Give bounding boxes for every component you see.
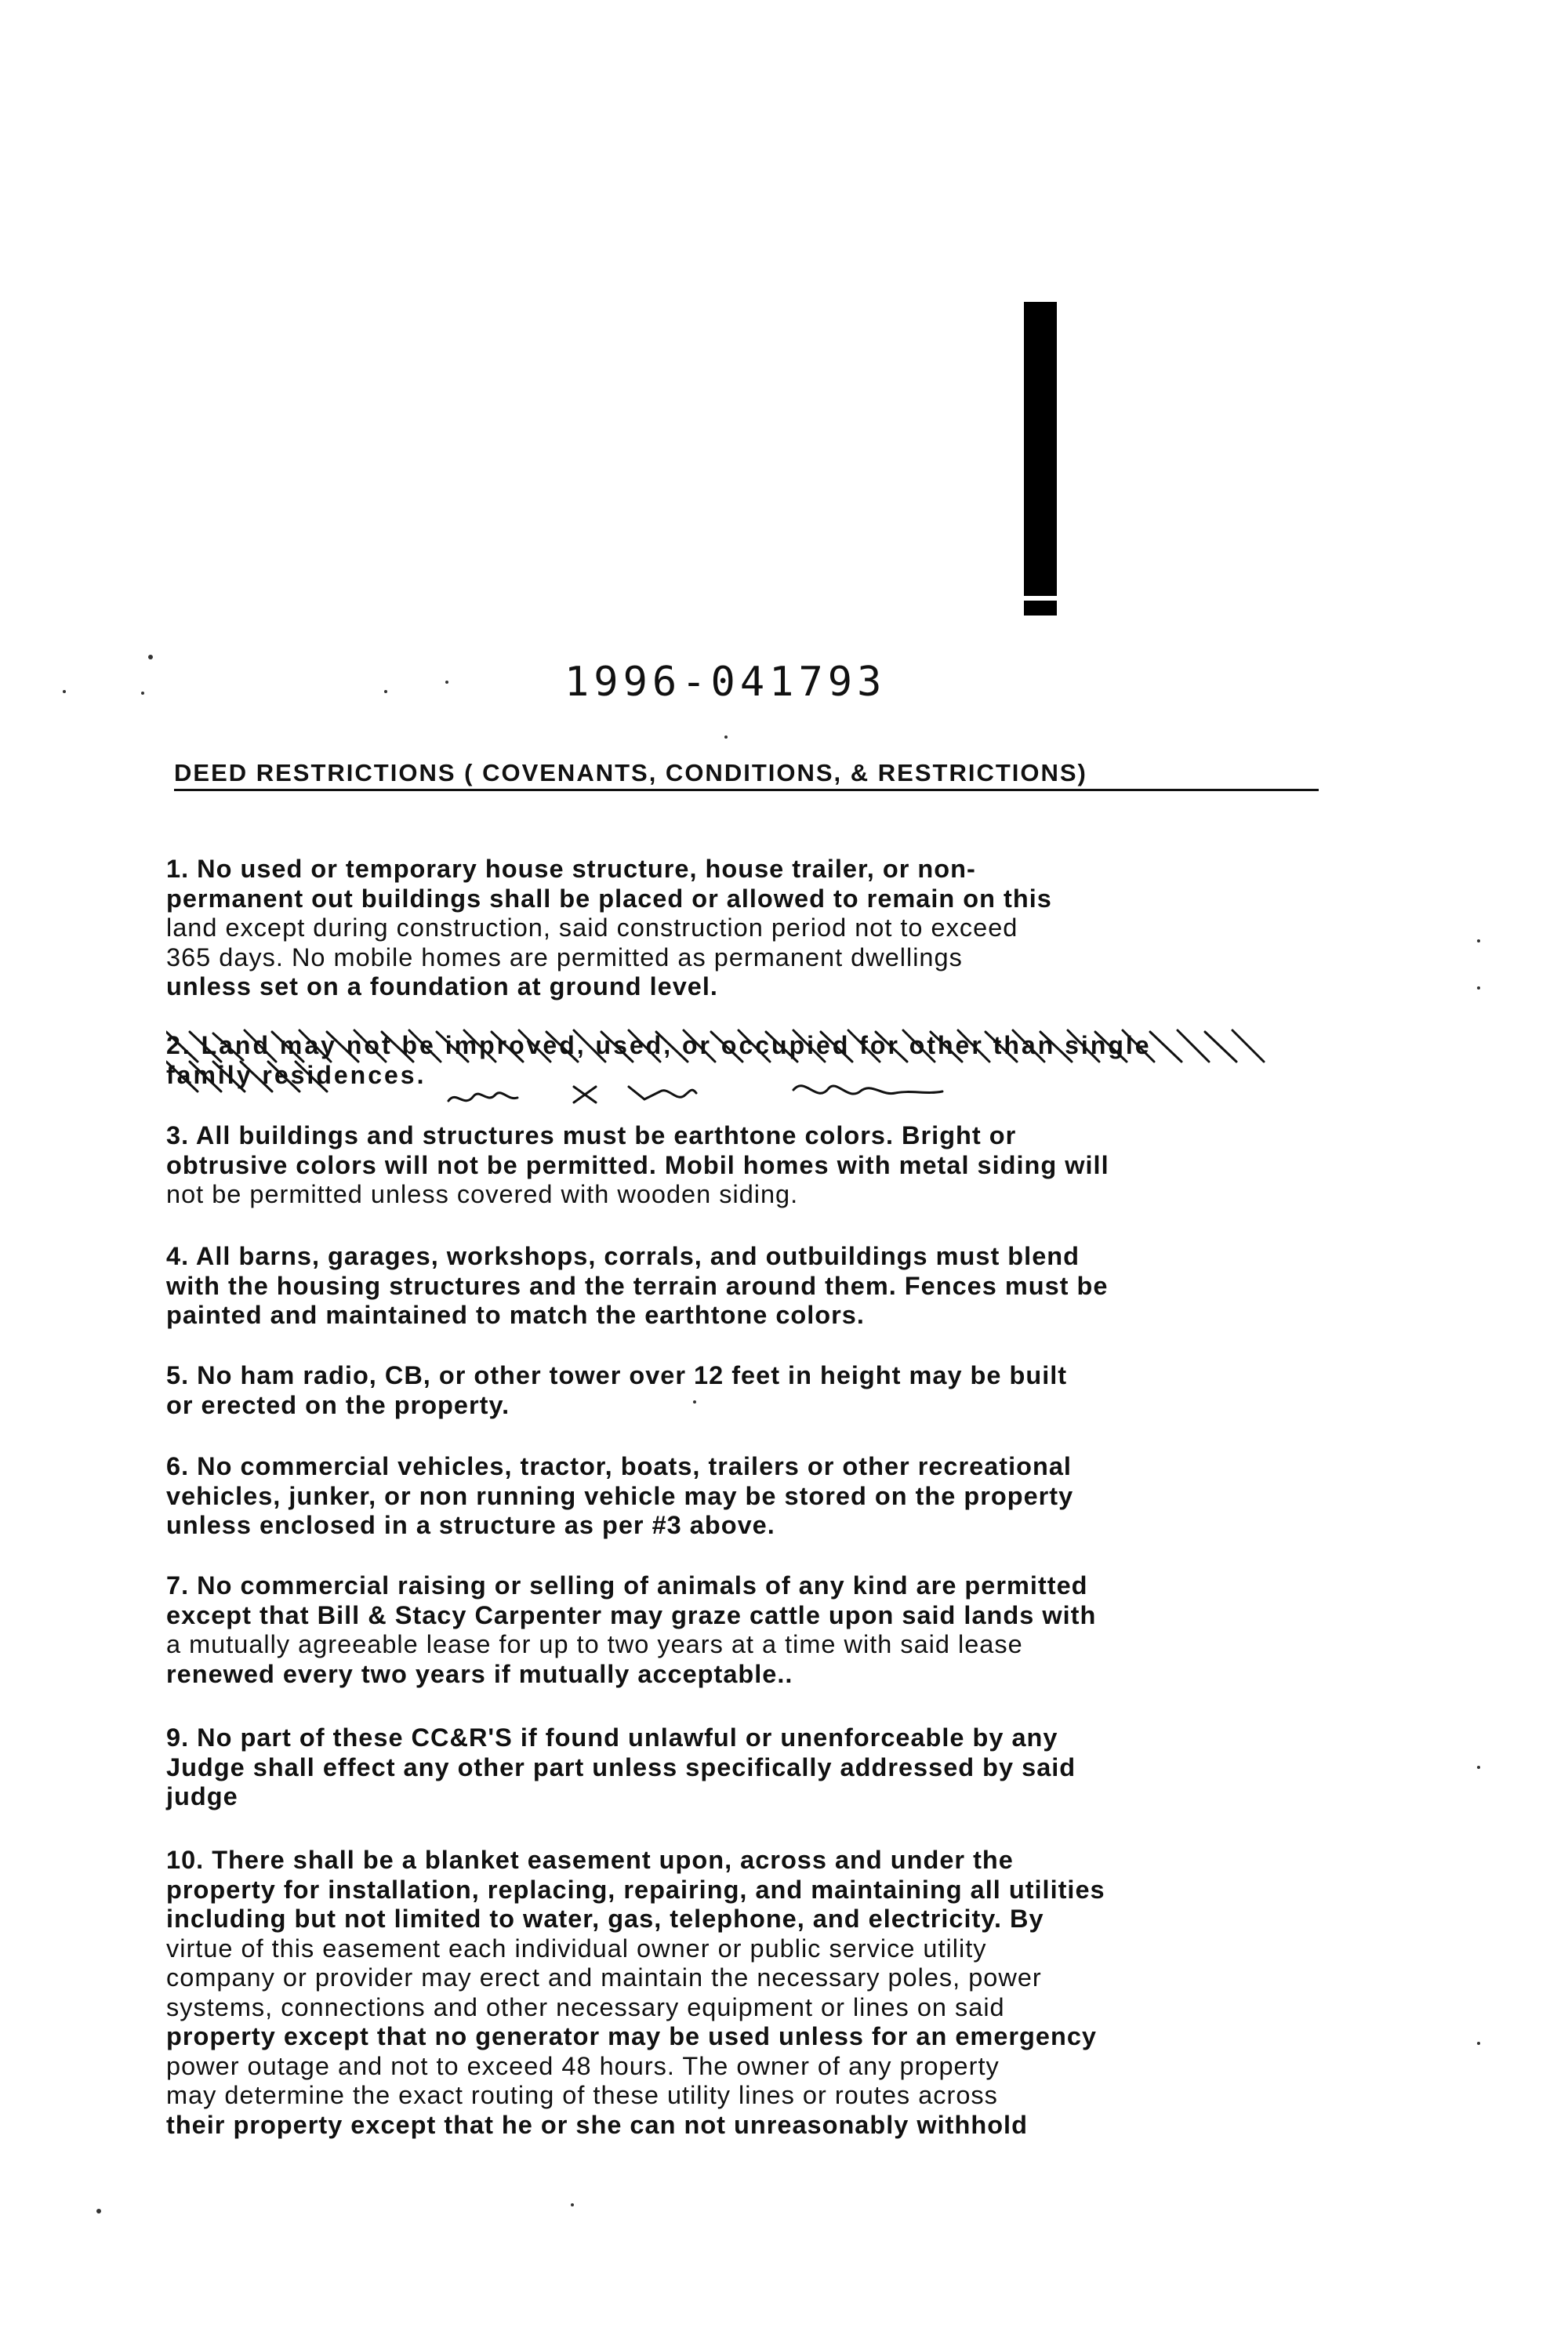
clause-4-line: 4. All barns, garages, workshops, corrals, and outbuildings must blend xyxy=(166,1242,1080,1270)
clause-3-line: 3. All buildings and structures must be earthtone colors. Bright or xyxy=(166,1121,1017,1149)
clause-2-line: 2. Land may not be improved, used, or occupied for other than single xyxy=(166,1031,1152,1059)
clause-10-line: 10. There shall be a blanket easement upon, across and under the xyxy=(166,1846,1014,1874)
clause-10-line: company or provider may erect and maintain the necessary poles, power xyxy=(166,1963,1042,1992)
clause-10-line: their property except that he or she can not unreasonably withhold xyxy=(166,2110,1028,2139)
clause-10-line: property for installation, replacing, repairing, and maintaining all utilities xyxy=(166,1875,1105,1904)
clause-10-line: may determine the exact routing of these utility lines or routes across xyxy=(166,2081,998,2109)
clause-2-line: family residences. xyxy=(166,1061,426,1089)
clause-10-line: including but not limited to water, gas, telephone, and electricity. By xyxy=(166,1905,1044,1933)
clause-6-line: 6. No commercial vehicles, tractor, boats, trailers or other recreational xyxy=(166,1452,1072,1480)
clause-4-line: painted and maintained to match the earthtone colors. xyxy=(166,1301,865,1329)
clause-3-line: obtrusive colors will not be permitted. Mobil homes with metal siding will xyxy=(166,1150,1109,1179)
clause-7-line: renewed every two years if mutually acceptable.. xyxy=(166,1659,793,1688)
clause-10-line: virtue of this easement each individual owner or public service utility xyxy=(166,1934,987,1963)
clause-10-line: power outage and not to exceed 48 hours. The owner of any property xyxy=(166,2051,1000,2080)
document-heading: DEED RESTRICTIONS ( COVENANTS, CONDITIONS, & RESTRICTIONS) xyxy=(174,759,1319,791)
clause-9-line: Judge shall effect any other part unless specifically addressed by said xyxy=(166,1752,1076,1781)
clause-6-line: vehicles, junker, or non running vehicle may be stored on the property xyxy=(166,1481,1074,1510)
clause-1-line: land except during construction, said construction period not to exceed xyxy=(166,913,1018,942)
clause-10-line: systems, connections and other necessary equipment or lines on said xyxy=(166,1992,1005,2021)
clause-5-line: or erected on the property. xyxy=(166,1390,510,1419)
clause-4-line: with the housing structures and the terrain around them. Fences must be xyxy=(166,1271,1109,1300)
clause-10-line: property except that no generator may be used unless for an emergency xyxy=(166,2022,1097,2050)
clause-7-line: 7. No commercial raising or selling of animals of any kind are permitted xyxy=(166,1571,1088,1600)
clause-1-line: 1. No used or temporary house structure, house trailer, or non- xyxy=(166,855,976,883)
clause-9-line: judge xyxy=(166,1782,238,1810)
clause-6-line: unless enclosed in a structure as per #3 above. xyxy=(166,1511,775,1539)
clause-7-line: a mutually agreeable lease for up to two years at a time with said lease xyxy=(166,1630,1023,1658)
clause-3-line: not be permitted unless covered with wooden siding. xyxy=(166,1180,799,1208)
clause-1-line: unless set on a foundation at ground level. xyxy=(166,972,718,1000)
clause-7-line: except that Bill & Stacy Carpenter may graze cattle upon said lands with xyxy=(166,1600,1097,1629)
clause-1-line: 365 days. No mobile homes are permitted as permanent dwellings xyxy=(166,942,963,971)
clause-9-line: 9. No part of these CC&R'S if found unlawful or unenforceable by any xyxy=(166,1723,1058,1752)
clause-1-line: permanent out buildings shall be placed or allowed to remain on this xyxy=(166,884,1052,913)
recording-number: 1996-041793 xyxy=(564,659,887,706)
clause-5-line: 5. No ham radio, CB, or other tower over 12 feet in height may be built xyxy=(166,1361,1068,1389)
